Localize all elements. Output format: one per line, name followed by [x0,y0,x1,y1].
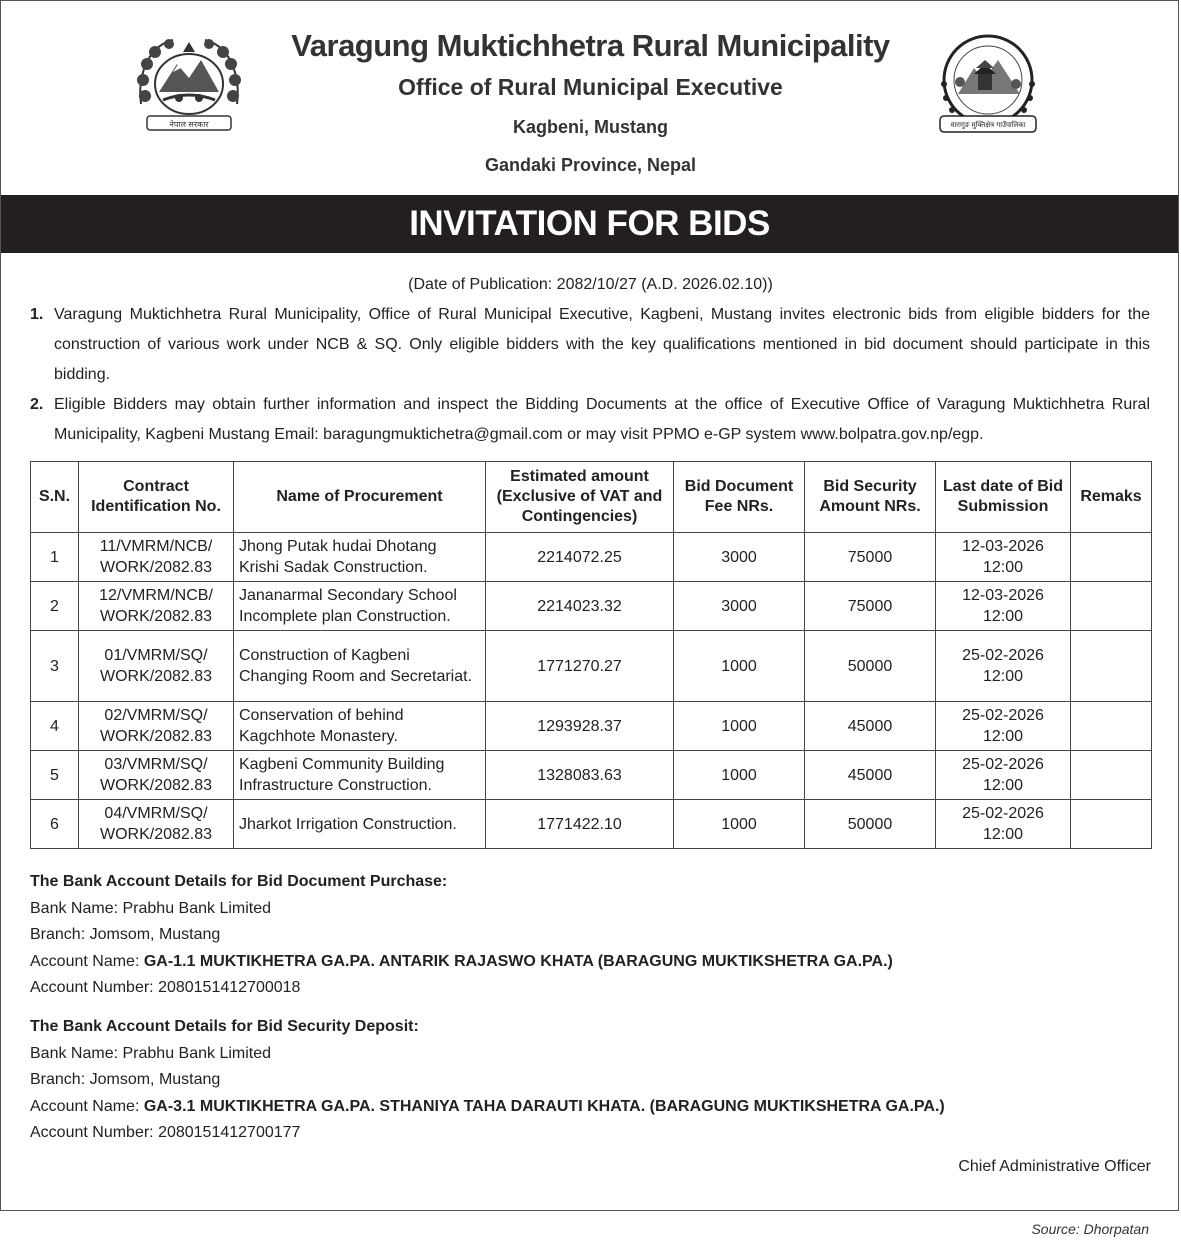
date-value: 25-02-2026 [962,707,1044,724]
table-row [31,582,1152,631]
cell-remarks [1071,751,1152,800]
branch-line [30,1067,945,1094]
cell-fee: 3000 [674,582,805,631]
time-value: 12:00 [982,777,1024,794]
paragraph-text: Eligible Bidders may obtain further information and inspect the Bidding Documents at the office of Executive Office of Varagung Muktichhetra Rural Municipality, Kagbeni Mustang Email: baragungmuktichetra@gmail.com or may visit PPMO e-GP system www.bolpatra.gov.np/egp. [54,396,1150,443]
emblem-ribbon-text-right: वारागुङ मुक्तिक्षेत्र गाउँपालिका [950,121,1026,129]
header-name: Name of Procurement [234,462,486,533]
date-value: 12-03-2026 [962,538,1044,555]
header-amount: Estimated amount (Exclusive of VAT and Contingencies) [486,462,674,533]
publication-date: (Date of Publication: 2082/10/27 (A.D. 2026.02.10)) [408,276,773,293]
cell-name: Construction of Kagbeni Changing Room and Secretariat. [234,631,486,702]
cell-sn: 2 [31,582,79,631]
signature-title: Chief Administrative Officer [958,1158,1151,1175]
municipality-title: Varagung Muktichhetra Rural Municipality [291,28,890,63]
cell-last-date [936,751,1071,800]
office-location: Kagbeni, Mustang [512,117,668,137]
account-number-line [30,1120,945,1147]
account-number-label: Account Number: [30,979,154,996]
municipality-seal-icon [930,32,1046,136]
cell-contract-id: 03/VMRM/SQ/ WORK/2082.83 [79,751,234,800]
branch-label: Branch: [30,926,86,943]
cell-fee: 3000 [674,533,805,582]
cell-last-date [936,800,1071,849]
header-sn: S.N. [31,462,79,533]
paragraph-number: 1. [30,306,44,323]
table-header-row [31,462,1152,533]
header-contract-id: Contract Identification No. [79,462,234,533]
cell-fee: 1000 [674,800,805,849]
cell-name: Conservation of behind Kagchhote Monastery. [234,702,486,751]
notice-header [0,0,1181,195]
cell-name: Jananarmal Secondary School Incomplete plan Construction. [234,582,486,631]
table-row [31,533,1152,582]
branch-label: Branch: [30,1071,86,1088]
date-value: 12-03-2026 [962,587,1044,604]
cell-contract-id: 02/VMRM/SQ/ WORK/2082.83 [79,702,234,751]
cell-fee: 1000 [674,702,805,751]
emblem-ribbon-text-left: नेपाल सरकार [169,120,209,129]
source-credit: Source: Dhorpatan [1031,1221,1149,1237]
branch-line [30,922,893,949]
cell-amount: 1771270.27 [486,631,674,702]
cell-fee: 1000 [674,631,805,702]
account-name-value: GA-3.1 MUKTIKHETRA GA.PA. STHANIYA TAHA DARAUTI KHATA. (BARAGUNG MUKTIKSHETRA GA.PA.) [143,1097,945,1115]
cell-security: 75000 [805,533,936,582]
cell-name: Jhong Putak hudai Dhotang Krishi Sadak Construction. [234,533,486,582]
cell-amount: 1771422.10 [486,800,674,849]
cell-last-date [936,631,1071,702]
bids-table [30,461,1152,849]
time-value: 12:00 [982,608,1024,625]
cell-security: 50000 [805,631,936,702]
time-value: 12:00 [982,728,1024,745]
paragraph-1 [30,300,1150,390]
cell-amount: 1293928.37 [486,702,674,751]
cell-sn: 1 [31,533,79,582]
bank-name-line [30,896,893,923]
cell-remarks [1071,800,1152,849]
bank-name-value: Prabhu Bank Limited [122,1044,272,1062]
bank-name-line [30,1041,945,1068]
account-number-value: 2080151412700018 [158,979,301,996]
office-subtitle: Office of Rural Municipal Executive [398,74,783,100]
cell-sn: 6 [31,800,79,849]
paragraph-text: Varagung Muktichhetra Rural Municipality, Office of Rural Municipal Executive, Kagbeni, Mustang invites electronic bids from eligible bidders for the construction of various work under NCB & SQ. Only eligible bidders with the key qualifications mentioned in bid document should participate in this bidding. [54,306,1150,383]
cell-sn: 5 [31,751,79,800]
time-value: 12:00 [982,668,1024,685]
cell-sn: 4 [31,702,79,751]
paragraph-2 [30,390,1150,450]
account-name-line [30,1094,945,1121]
account-number-value: 2080151412700177 [158,1124,301,1141]
table-row [31,751,1152,800]
cell-sn: 3 [31,631,79,702]
office-province: Gandaki Province, Nepal [484,155,697,175]
cell-contract-id: 11/VMRM/NCB/ WORK/2082.83 [79,533,234,582]
bank-section-title: The Bank Account Details for Bid Security Deposit: [30,1018,419,1035]
bank-section-title: The Bank Account Details for Bid Document Purchase: [30,873,448,890]
date-value: 25-02-2026 [962,805,1044,822]
cell-remarks [1071,702,1152,751]
date-value: 25-02-2026 [962,756,1044,773]
bank-details-security [30,1014,945,1147]
bank-name-label: Bank Name: [30,1044,119,1062]
account-name-value: GA-1.1 MUKTIKHETRA GA.PA. ANTARIK RAJASWO KHATA (BARAGUNG MUKTIKSHETRA GA.PA.) [143,952,893,970]
account-number-label: Account Number: [30,1124,154,1141]
table-row [31,800,1152,849]
header-last-date: Last date of Bid Submission [936,462,1071,533]
account-name-line [30,949,893,976]
cell-contract-id: 12/VMRM/NCB/ WORK/2082.83 [79,582,234,631]
branch-value: Jomsom, Mustang [89,1071,221,1088]
header-security: Bid Security Amount NRs. [805,462,936,533]
cell-last-date [936,702,1071,751]
cell-amount: 1328083.63 [486,751,674,800]
cell-security: 75000 [805,582,936,631]
time-value: 12:00 [982,559,1024,576]
account-name-label: Account Name: [30,1097,140,1115]
cell-remarks [1071,631,1152,702]
cell-security: 45000 [805,751,936,800]
cell-name: Jharkot Irrigation Construction. [234,800,486,849]
cell-remarks [1071,582,1152,631]
date-value: 25-02-2026 [962,647,1044,664]
cell-fee: 1000 [674,751,805,800]
cell-name: Kagbeni Community Building Infrastructure Construction. [234,751,486,800]
cell-amount: 2214023.32 [486,582,674,631]
header-remarks: Remaks [1071,462,1152,533]
time-value: 12:00 [982,826,1024,843]
header-fee: Bid Document Fee NRs. [674,462,805,533]
bank-name-value: Prabhu Bank Limited [122,899,272,917]
cell-amount: 2214072.25 [486,533,674,582]
cell-contract-id: 01/VMRM/SQ/ WORK/2082.83 [79,631,234,702]
account-number-line [30,975,893,1002]
branch-value: Jomsom, Mustang [89,926,221,943]
cell-remarks [1071,533,1152,582]
cell-last-date [936,582,1071,631]
cell-security: 45000 [805,702,936,751]
invitation-banner: INVITATION FOR BIDS [1,195,1178,253]
cell-security: 50000 [805,800,936,849]
cell-contract-id: 04/VMRM/SQ/ WORK/2082.83 [79,800,234,849]
account-name-label: Account Name: [30,952,140,970]
table-row [31,702,1152,751]
bank-name-label: Bank Name: [30,899,119,917]
table-row [31,631,1152,702]
paragraph-number: 2. [30,396,44,413]
cell-last-date [936,533,1071,582]
bank-details-purchase [30,869,893,1002]
